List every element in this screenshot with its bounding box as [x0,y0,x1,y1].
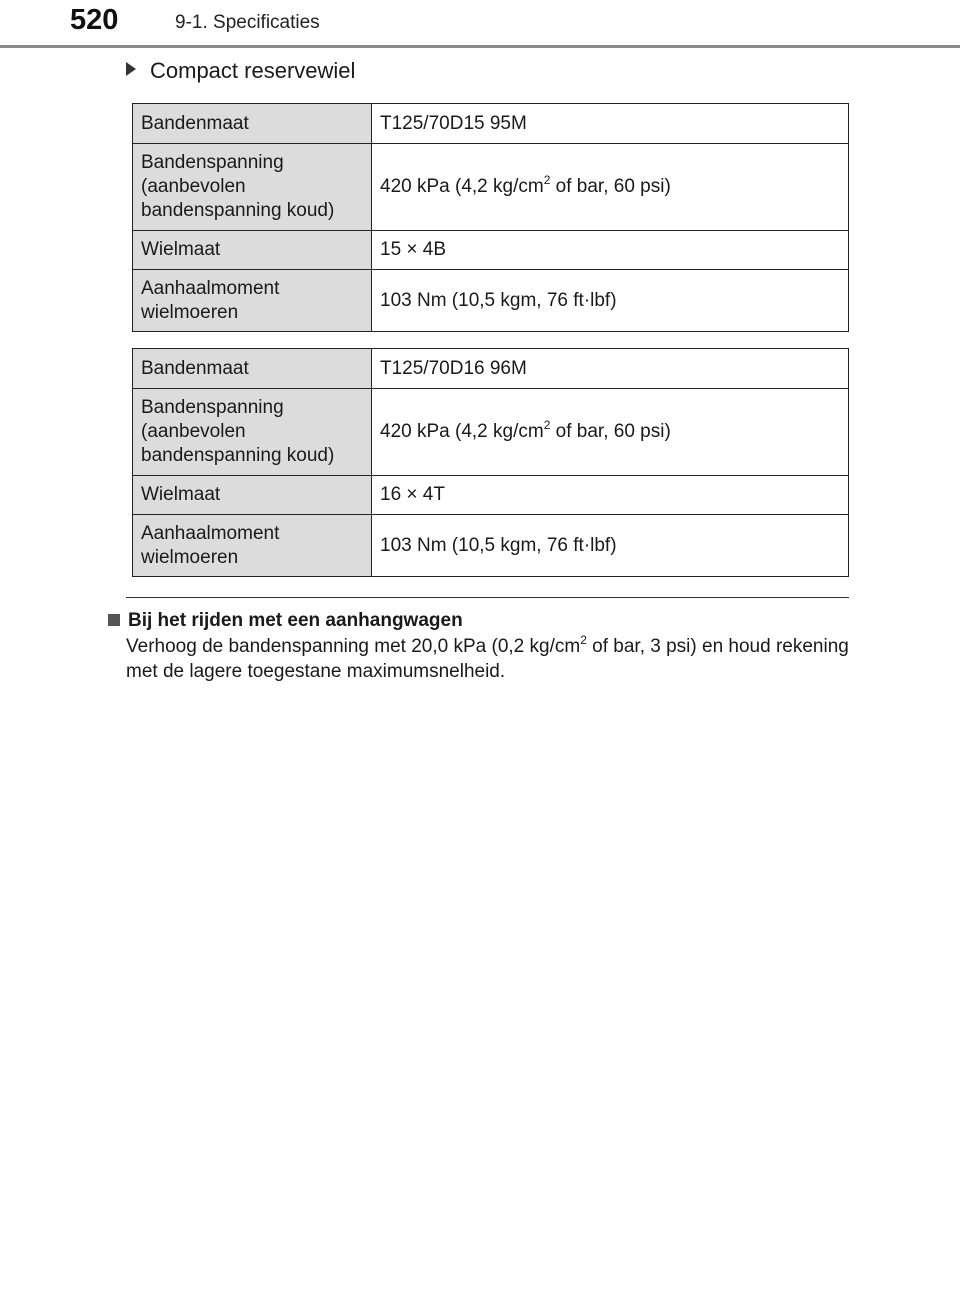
value-sup: 2 [543,173,551,187]
row-value [372,270,849,332]
value-text: 103 Nm (10,5 kgm, 76 ft·lbf) [380,289,617,311]
row-value [372,104,849,144]
value-text: T125/70D15 95M [380,112,527,134]
row-value [372,349,849,389]
table-row [133,349,849,389]
note-heading [108,610,463,632]
section-heading-text: Compact reservewiel [150,58,356,83]
section-heading [126,58,355,84]
value-text-post: of bar, 60 psi) [550,176,671,197]
row-value [372,144,849,231]
table-row [133,231,849,270]
note-body-sup: 2 [580,633,587,647]
row-label: Bandenmaat [133,104,372,144]
value-text: 420 kPa (4,2 kg/cm [380,176,544,197]
row-value [372,389,849,476]
table-row [133,144,849,231]
value-text: 420 kPa (4,2 kg/cm [380,421,544,442]
table-row [133,389,849,476]
table-row [133,515,849,577]
note-body [126,634,856,684]
spec-table-15 [132,103,849,332]
row-label: Wielmaat [133,476,372,515]
note-body-text-post: of bar, 3 psi) en houd rekening met de lagere toegestane maximumsnelheid. [126,636,849,682]
row-value [372,231,849,270]
row-label: Aanhaalmoment wielmoeren [133,270,372,332]
spec-table-16 [132,348,849,577]
value-text-post: of bar, 60 psi) [550,421,671,442]
value-text: 16 × 4T [380,484,445,505]
square-bullet-icon [108,614,120,626]
note-heading-text: Bij het rijden met een aanhangwagen [128,610,463,631]
table-row [133,270,849,332]
page-number: 520 [70,4,119,36]
section-rule [126,597,849,598]
table-row [133,476,849,515]
row-label: Bandenmaat [133,349,372,389]
value-text: 103 Nm (10,5 kgm, 76 ft·lbf) [380,534,617,556]
row-label: Bandenspanning (aanbevolen bandenspanning koud) [133,389,372,476]
row-value [372,476,849,515]
note-body-text: Verhoog de bandenspanning met 20,0 kPa (0,2 kg/cm [126,636,581,657]
value-text: 15 × 4B [380,239,447,260]
triangle-bullet-icon [126,62,136,76]
row-label: Aanhaalmoment wielmoeren [133,515,372,577]
table-row [133,104,849,144]
value-text: T125/70D16 96M [380,357,527,379]
row-value [372,515,849,577]
header-rule [0,45,960,48]
row-label: Bandenspanning (aanbevolen bandenspanning koud) [133,144,372,231]
row-label: Wielmaat [133,231,372,270]
value-sup: 2 [543,418,551,432]
chapter-title: 9-1. Specificaties [175,12,320,33]
